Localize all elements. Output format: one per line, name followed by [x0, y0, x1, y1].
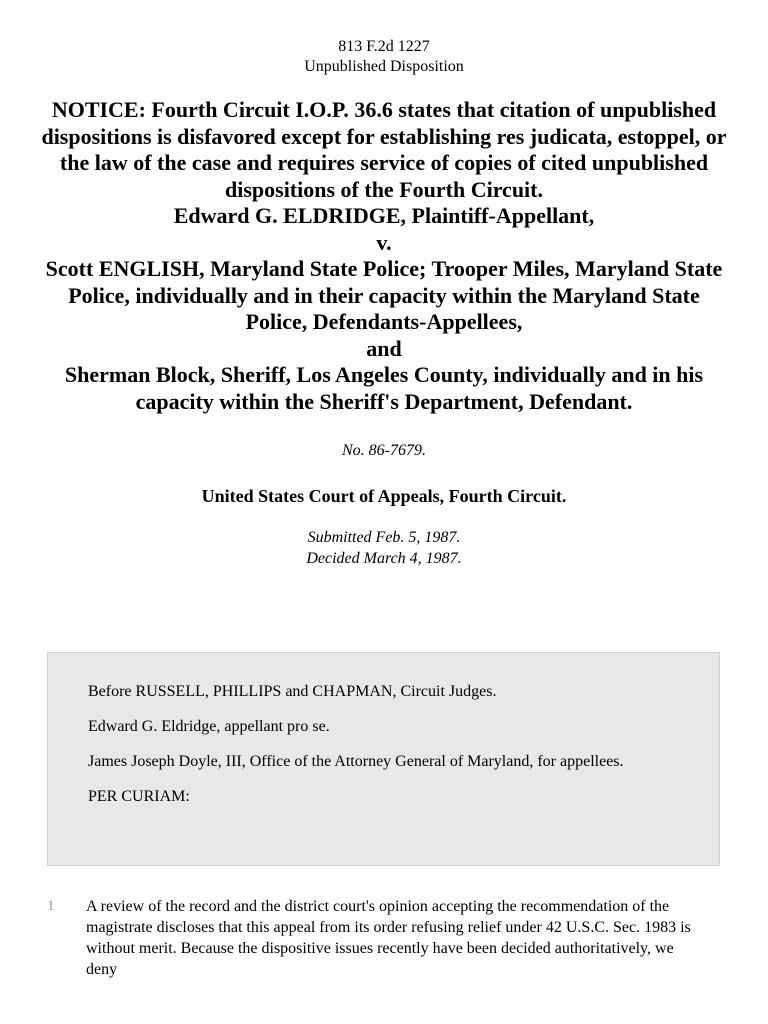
- defendant-name: Sherman Block, Sheriff, Los Angeles County, individually and in his capacity within the Sheriff's Department, Defendant.: [64, 362, 704, 414]
- submitted-date: Submitted Feb. 5, 1987.: [307, 529, 461, 546]
- plaintiff-name: Edward G. ELDRIDGE, Plaintiff-Appellant,: [173, 203, 595, 228]
- case-title: [40, 97, 728, 415]
- appellee-counsel: James Joseph Doyle, III, Office of the Attorney General of Maryland, for appellees.: [88, 753, 624, 770]
- reporter-citation: 813 F.2d 1227: [338, 38, 430, 55]
- case-dates: [0, 527, 768, 569]
- and-label: and: [366, 335, 402, 361]
- decided-date: Decided March 4, 1987.: [306, 550, 462, 567]
- court-name: United States Court of Appeals, Fourth Circuit.: [201, 486, 567, 506]
- versus-label: v.: [376, 229, 392, 255]
- notice-text: NOTICE: Fourth Circuit I.O.P. 36.6 states that citation of unpublished dispositions is disfavored except for establishing res judicata, estoppel, or the law of the case and requires service of copies of cited unpublished dispositions of the Fourth Circuit.: [41, 97, 727, 202]
- paragraph-number[interactable]: 1: [47, 898, 55, 914]
- defendants-appellees: Scott ENGLISH, Maryland State Police; Trooper Miles, Maryland State Police, individually and in their capacity within the Maryland State Police, Defendants-Appellees,: [45, 256, 723, 334]
- disposition-label: Unpublished Disposition: [304, 58, 464, 75]
- appellant-counsel: Edward G. Eldridge, appellant pro se.: [88, 718, 330, 735]
- docket-number: No. 86-7679.: [342, 442, 426, 459]
- per-curiam-label: PER CURIAM:: [88, 788, 190, 805]
- citation-header: [0, 0, 768, 77]
- paragraph-text: A review of the record and the district court's opinion accepting the recommendation of the magistrate discloses that this appeal from its order refusing relief under 42 U.S.C. Sec. 1983 is without merit. Because the dispositive issues recently have been decided authoritatively, we deny: [86, 898, 691, 978]
- attorneys-panel: [47, 652, 720, 866]
- judges-line: Before RUSSELL, PHILLIPS and CHAPMAN, Circuit Judges.: [88, 683, 497, 700]
